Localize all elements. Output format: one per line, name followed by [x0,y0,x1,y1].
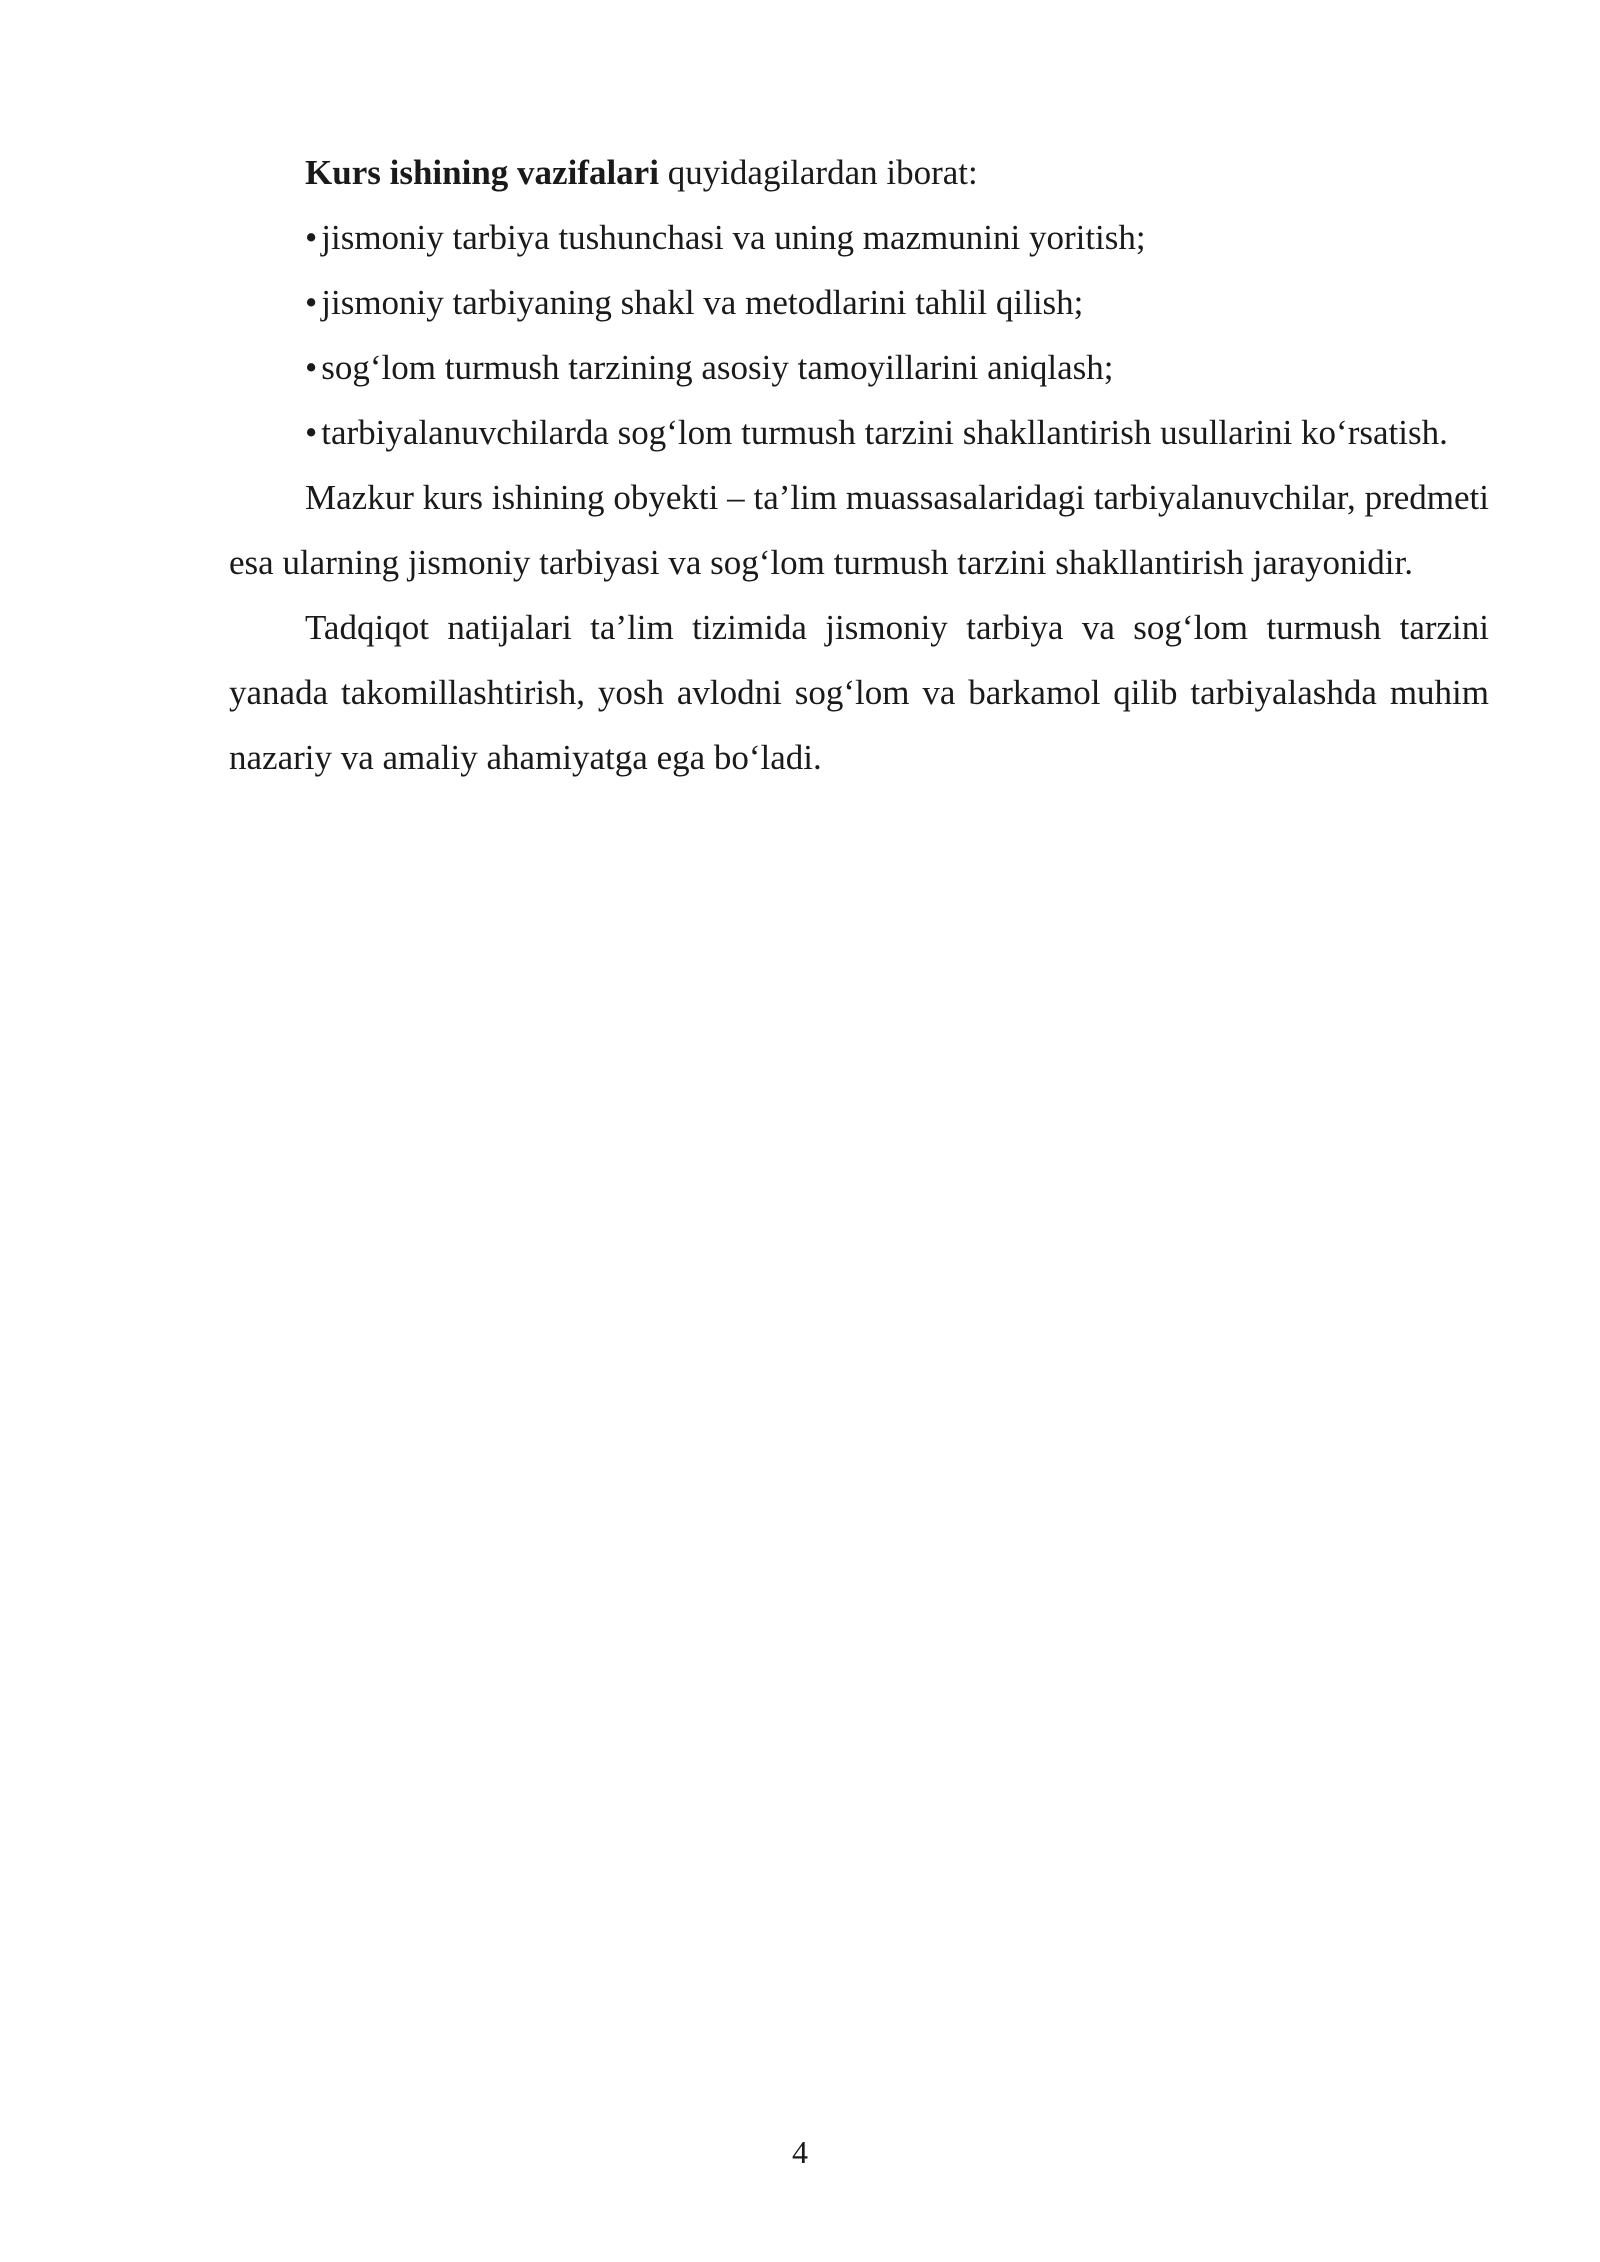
list-item [229,400,1489,465]
list-item-text: tarbiyalanuvchilarda sog‘lom turmush tarzini shakllantirish usullarini ko‘rsatish. [321,413,1448,452]
tasks-intro [229,140,1489,205]
paragraph-results: Tadqiqot natijalari ta’lim tizimida jismoniy tarbiya va sog‘lom turmush tarzini yanada takomillashtirish, yosh avlodni sog‘lom va barkamol qilib tarbiyalashda muhim nazariy va amaliy ahamiyatga ega bo‘ladi. [229,608,1489,777]
list-item-text: sog‘lom turmush tarzining asosiy tamoyillarini aniqlash; [321,348,1114,387]
list-item [229,270,1489,335]
bullet-icon: • [305,218,318,257]
list-item-text: jismoniy tarbiya tushunchasi va uning mazmunini yoritish; [321,218,1146,257]
page-content [229,140,1489,790]
list-item-text: jismoniy tarbiyaning shakl va metodlarini tahlil qilish; [321,283,1084,322]
bullet-icon: • [305,413,318,452]
bullet-icon: • [305,348,318,387]
paragraph-object-subject: Mazkur kurs ishining obyekti – ta’lim muassasalaridagi tarbiyalanuvchilar, predmeti esa ularning jismoniy tarbiyasi va sog‘lom turmush tarzini shakllantirish jarayonidir. [229,478,1489,582]
list-item [229,205,1489,270]
list-item [229,335,1489,400]
tasks-heading: Kurs ishining vazifalari [305,153,659,192]
tasks-intro-text: quyidagilardan iborat: [658,153,978,192]
page-number: 4 [792,2134,808,2170]
bullet-icon: • [305,283,318,322]
